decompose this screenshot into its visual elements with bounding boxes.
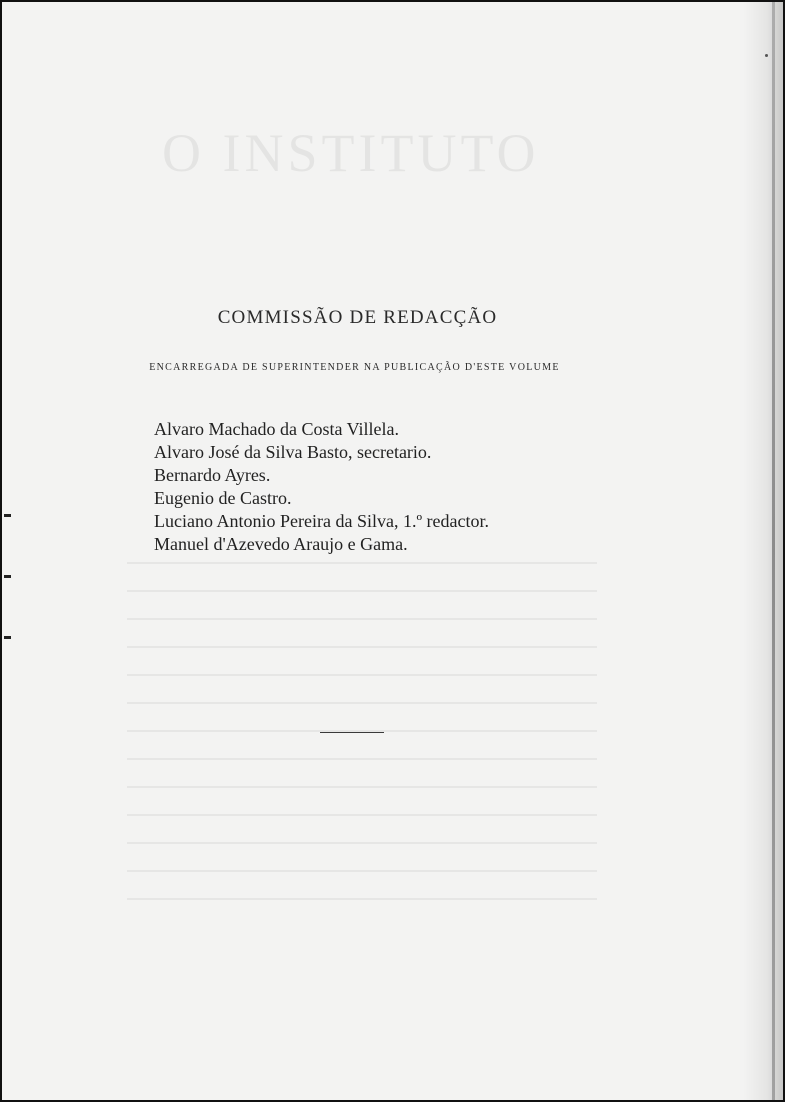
- show-through-text: [127, 562, 597, 926]
- margin-mark: [4, 575, 11, 578]
- member-list: [154, 418, 489, 556]
- member-item: Alvaro José da Silva Basto, secretario.: [154, 442, 432, 462]
- member-item: Luciano Antonio Pereira da Silva, 1.º redactor.: [154, 511, 489, 531]
- page-edge-shadow: [743, 2, 783, 1100]
- show-through-title: O INSTITUTO: [162, 123, 540, 183]
- ink-speck: [765, 54, 768, 57]
- divider-rule: [320, 732, 384, 733]
- member-item: Bernardo Ayres.: [154, 465, 271, 485]
- page-fold-line: [772, 2, 775, 1100]
- page-subheading: ENCARREGADA DE SUPERINTENDER NA PUBLICAÇÃO D'ESTE VOLUME: [149, 362, 560, 373]
- member-item: Manuel d'Azevedo Araujo e Gama.: [154, 534, 408, 554]
- margin-mark: [4, 636, 11, 639]
- member-item: Eugenio de Castro.: [154, 488, 292, 508]
- member-item: Alvaro Machado da Costa Villela.: [154, 419, 400, 439]
- page-heading: COMMISSÃO DE REDACÇÃO: [217, 307, 498, 328]
- margin-mark: [4, 514, 11, 517]
